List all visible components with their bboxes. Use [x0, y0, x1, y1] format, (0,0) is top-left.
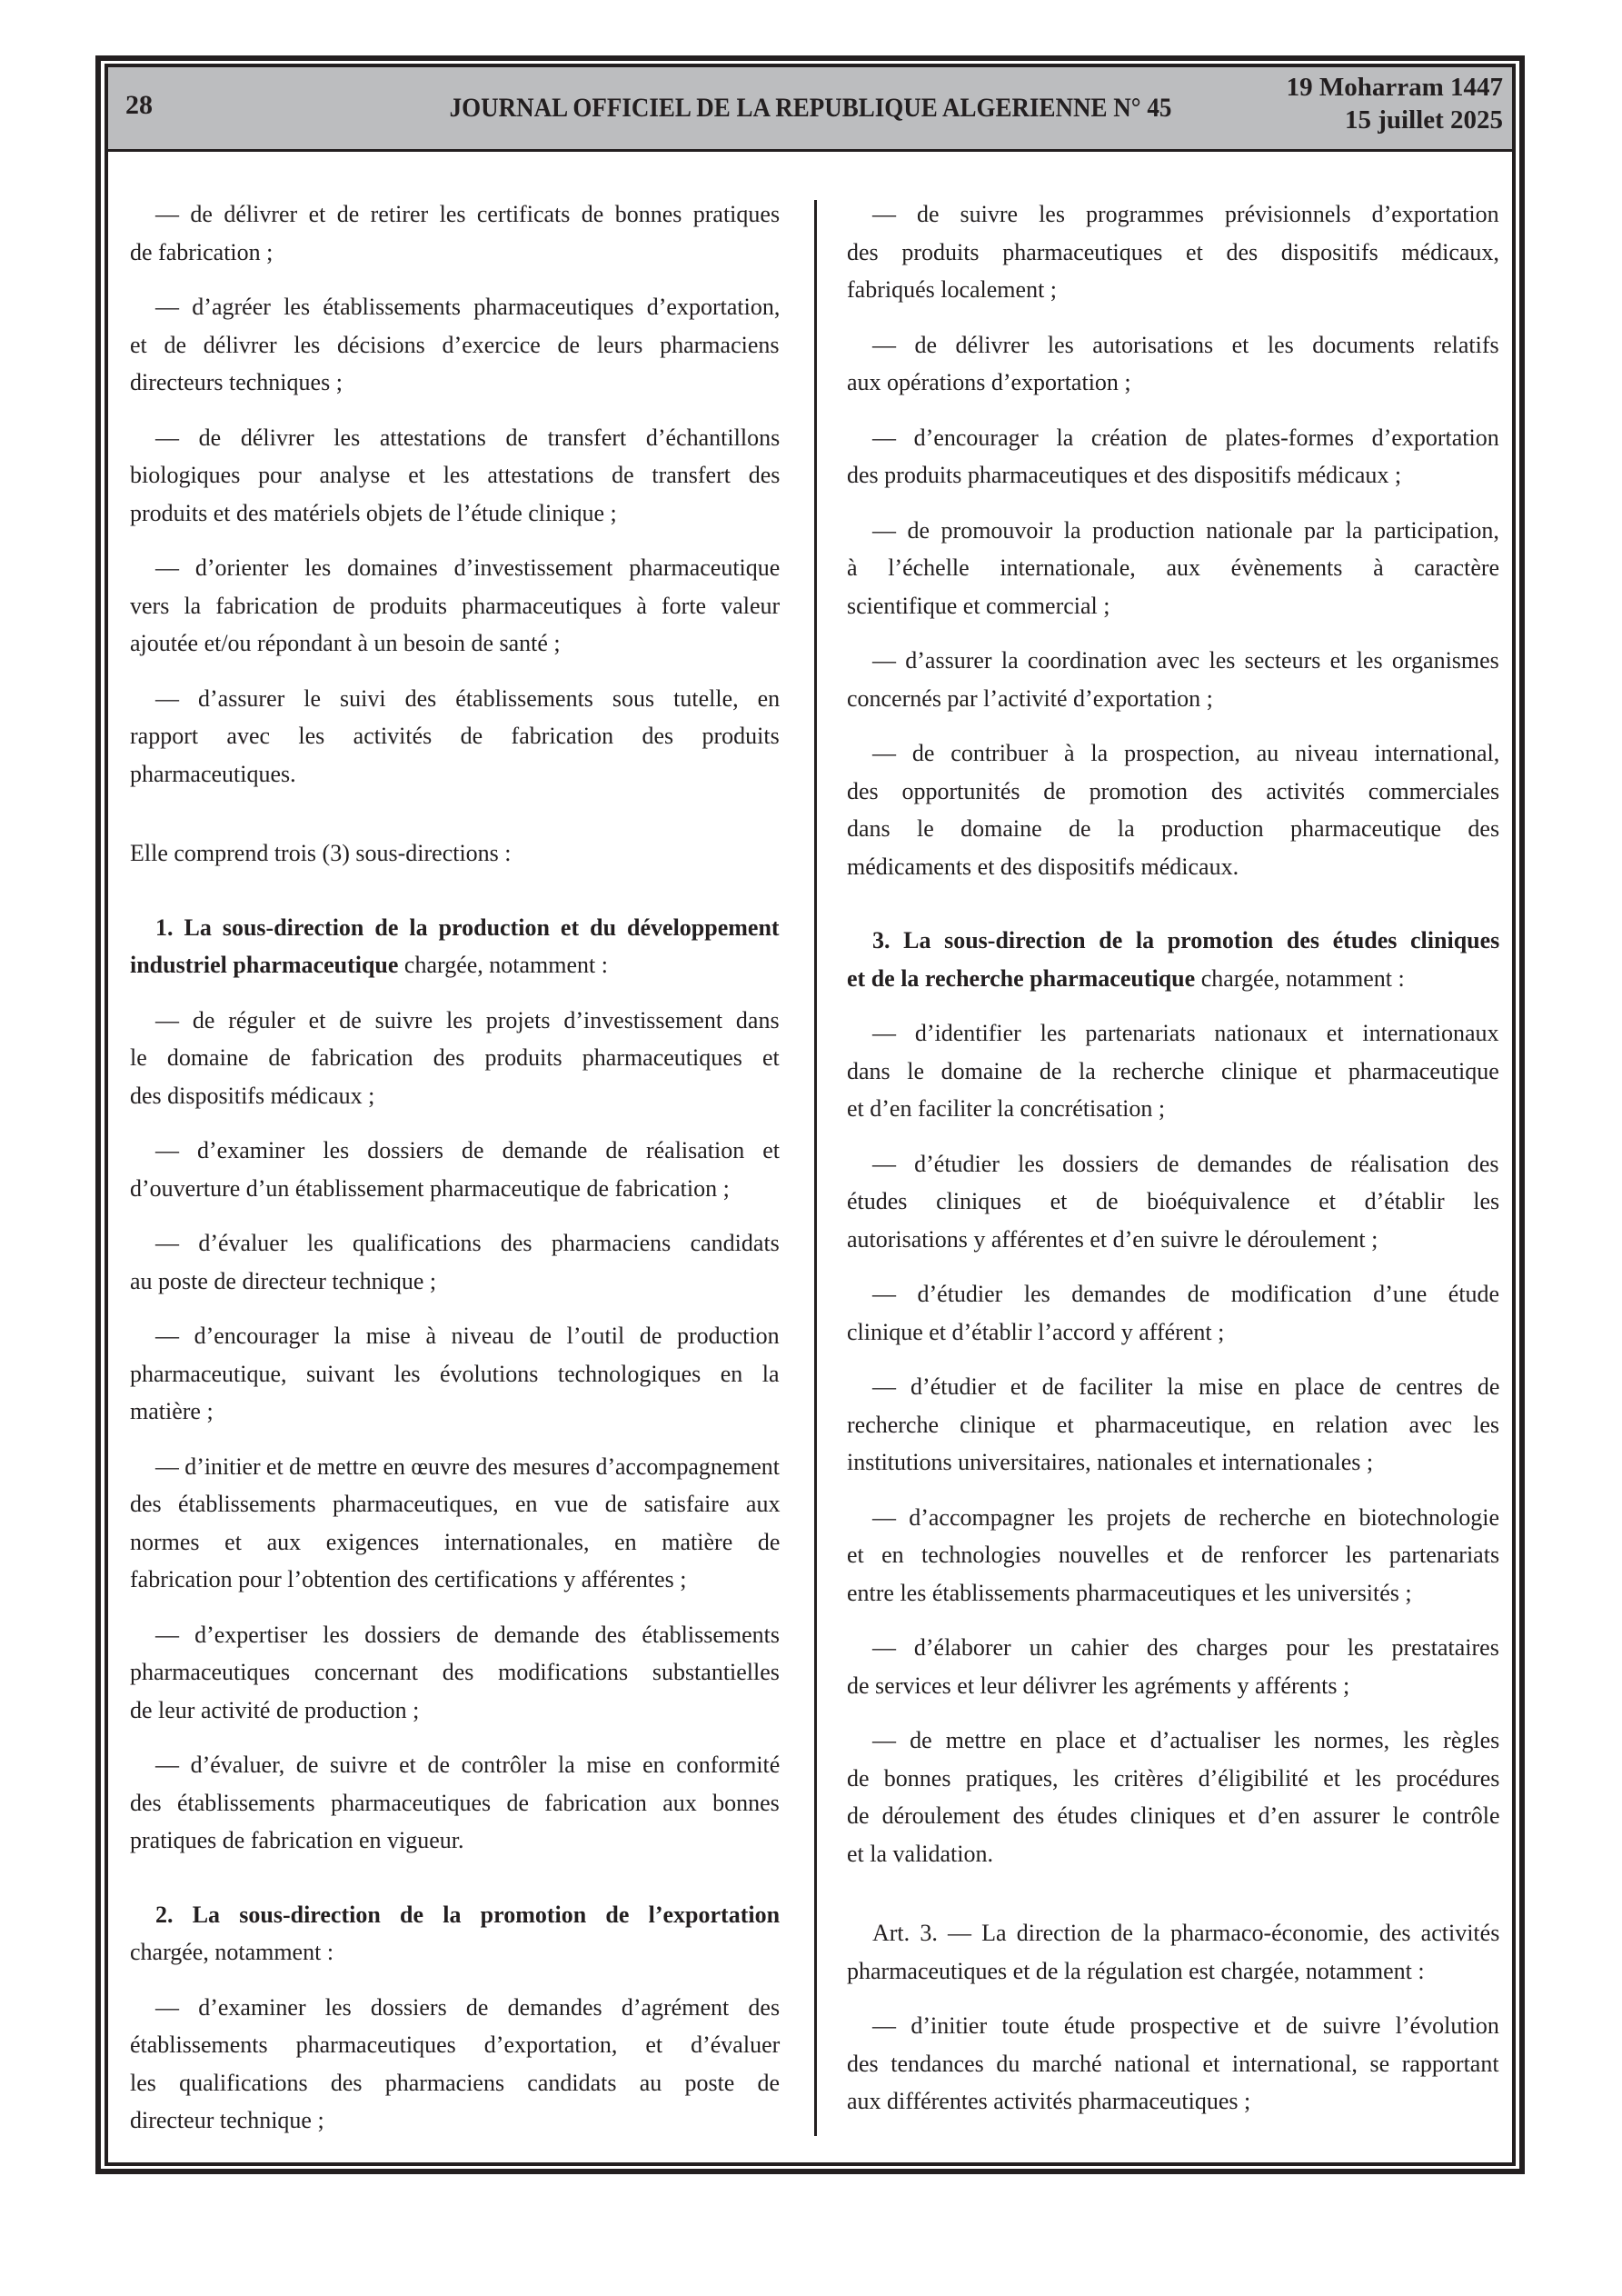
text-line: — d’examiner les dossiers de demande de réalisation et: [155, 1137, 781, 1163]
text-line: établissements pharmaceutiques d’exportation, et d’évaluer: [130, 2031, 781, 2058]
page-number: 28: [125, 90, 153, 120]
text-line: de services et leur délivrer les agréments y afférents ;: [847, 1672, 1350, 1699]
text-line: pharmaceutiques concernant des modifications substantielles: [130, 1659, 780, 1685]
text-line: les qualifications des pharmaciens candidats au poste de: [130, 2069, 781, 2096]
text-line: autorisations y afférentes et d’en suivre le déroulement ;: [847, 1225, 1378, 1253]
journal-title: JOURNAL OFFICIEL DE LA REPUBLIQUE ALGERIENNE N° 45: [449, 93, 1171, 123]
text-run: chargée, notamment :: [130, 1939, 334, 1965]
text-line: et de délivrer les décisions d’exercice de leurs pharmaciens: [130, 331, 780, 358]
text-line: — de réguler et de suivre les projets d’investissement dans: [155, 1006, 780, 1033]
text-line: vers la fabrication de produits pharmaceutiques à forte valeur: [130, 592, 781, 619]
text-line: clinique et d’établir l’accord y afférent ;: [847, 1318, 1225, 1345]
column-divider: [814, 200, 817, 2136]
text-line: des produits pharmaceutiques et des dispositifs médicaux,: [847, 238, 1499, 265]
text-line: [847, 964, 1405, 994]
text-line: — d’expertiser les dossiers de demande des établissements: [155, 1621, 780, 1648]
text-line: dans le domaine de la recherche clinique et pharmaceutique: [847, 1057, 1499, 1084]
text-line: rapport avec les activités de fabrication des produits: [130, 723, 780, 749]
text-line: — de contribuer à la prospection, au niveau international,: [872, 740, 1500, 766]
text-line: scientifique et commercial ;: [847, 592, 1110, 619]
text-line: — d’agréer les établissements pharmaceutiques d’exportation,: [155, 294, 781, 320]
text-line: — d’élaborer un cahier des charges pour les prestataires: [872, 1634, 1499, 1661]
text-line: — d’assurer la coordination avec les secteurs et les organismes: [872, 647, 1499, 674]
text-line: — d’initier toute étude prospective et de suivre l’évolution: [872, 2012, 1499, 2039]
text-line: études cliniques et de bioéquivalence et d’établir les: [847, 1188, 1500, 1214]
text-line: recherche clinique et pharmaceutique, en relation avec les: [847, 1411, 1500, 1438]
text-line: de déroulement des études cliniques et d’en assurer le contrôle: [847, 1802, 1500, 1829]
text-line: le domaine de fabrication des produits pharmaceutiques et: [130, 1044, 780, 1071]
text-line: aux différentes activités pharmaceutiques ;: [847, 2088, 1251, 2114]
text-line: et en technologies nouvelles et de renforcer les partenariats: [847, 1542, 1500, 1568]
text-line: — de délivrer et de retirer les certificats de bonnes pratiques: [155, 201, 781, 227]
text-line: de fabrication ;: [130, 238, 274, 265]
text-line: pharmaceutiques et de la régulation est chargée, notamment :: [847, 1957, 1425, 1984]
text-line: — d’assurer le suivi des établissements sous tutelle, en: [155, 684, 781, 712]
text-line: — d’orienter les domaines d’investissement pharmaceutique: [155, 554, 781, 581]
text-line: [155, 913, 780, 943]
text-line: au poste de directeur technique ;: [130, 1267, 437, 1294]
text-line: médicaments et des dispositifs médicaux.: [847, 853, 1239, 880]
bold-run: 1. La sous-direction de la production et du développement: [155, 913, 780, 941]
text-line: dans le domaine de la production pharmaceutique des: [847, 815, 1500, 842]
text-line: d’ouverture d’un établissement pharmaceutique de fabrication ;: [130, 1174, 730, 1202]
text-run: chargée, notamment :: [398, 952, 608, 978]
text-line: — de délivrer les autorisations et les documents relatifs: [872, 331, 1499, 358]
text-line: — d’encourager la mise à niveau de l’outil de production: [155, 1323, 780, 1349]
text-line: des dispositifs médicaux ;: [130, 1082, 375, 1109]
bold-run: et de la recherche pharmaceutique: [847, 964, 1196, 992]
text-line: [155, 1903, 780, 1931]
text-line: des tendances du marché national et international, se rapportant: [847, 2050, 1499, 2077]
journal-header: [108, 67, 1512, 152]
text-line: [130, 1941, 333, 1968]
text-line: matière ;: [130, 1398, 214, 1424]
text-line: — d’étudier et de faciliter la mise en place de centres de: [872, 1373, 1500, 1400]
text-line: des établissements pharmaceutiques de fabrication aux bonnes: [130, 1789, 780, 1816]
text-line: — d’encourager la création de plates-formes d’exportation: [872, 424, 1499, 451]
text-line: fabrication pour l’obtention des certifications y afférentes ;: [130, 1566, 687, 1592]
text-line: fabriqués localement ;: [847, 276, 1058, 303]
text-line: biologiques pour analyse et les attestations de transfert des: [130, 462, 781, 488]
text-line: institutions universitaires, nationales et internationales ;: [847, 1449, 1374, 1475]
text-line: pharmaceutique, suivant les évolutions technologiques en la: [130, 1360, 780, 1387]
text-line: des établissements pharmaceutiques, en vue de satisfaire aux: [130, 1491, 781, 1517]
text-line: et la validation.: [847, 1840, 994, 1867]
text-line: — d’évaluer, de suivre et de contrôler la mise en conformité: [155, 1752, 781, 1778]
text-line: — d’accompagner les projets de recherche en biotechnologie: [872, 1503, 1499, 1531]
text-line: de leur activité de production ;: [130, 1696, 420, 1723]
text-line: de bonnes pratiques, les critères d’éligibilité et les procédures: [847, 1764, 1500, 1792]
text-line: — d’étudier les demandes de modification d’une étude: [872, 1281, 1500, 1307]
text-line: — de délivrer les attestations de transfert d’échantillons: [155, 424, 781, 451]
text-line: ajoutée et/ou répondant à un besoin de santé ;: [130, 630, 561, 656]
bold-run: industriel pharmaceutique: [130, 952, 399, 978]
text-line: — de promouvoir la production nationale par la participation,: [872, 516, 1499, 544]
text-line: — de mettre en place et d’actualiser les normes, les règles: [872, 1727, 1500, 1753]
text-line: — d’identifier les partenariats nationaux et internationaux: [872, 1020, 1499, 1046]
text-line: et d’en faciliter la concrétisation ;: [847, 1095, 1166, 1122]
text-line: — d’étudier les dossiers de demandes de réalisation des: [872, 1150, 1499, 1177]
bold-run: 3. La sous-direction de la promotion des études cliniques: [872, 927, 1500, 953]
text-line: Elle comprend trois (3) sous-directions :: [130, 840, 512, 866]
text-line: [130, 953, 608, 981]
text-line: des opportunités de promotion des activités commerciales: [847, 777, 1500, 804]
bold-run: 2. La sous-direction de la promotion de l’exportation: [155, 1901, 781, 1928]
text-line: des produits pharmaceutiques et des dispositifs médicaux ;: [847, 462, 1402, 488]
text-line: entre les établissements pharmaceutiques et les universités ;: [847, 1579, 1412, 1606]
date-gregorian: 15 juillet 2025: [1345, 105, 1503, 135]
text-run: chargée, notamment :: [1195, 964, 1405, 992]
text-line: Art. 3. — La direction de la pharmaco-économie, des activités: [872, 1920, 1500, 1946]
text-line: — d’examiner les dossiers de demandes d’agrément des: [155, 1993, 781, 2021]
text-line: [872, 929, 1499, 956]
text-line: — d’évaluer les qualifications des pharmaciens candidats: [155, 1230, 780, 1256]
text-line: aux opérations d’exportation ;: [847, 369, 1131, 395]
text-line: pharmaceutiques.: [130, 760, 296, 787]
text-line: normes et aux exigences internationales, en matière de: [130, 1528, 781, 1555]
text-line: — d’initier et de mettre en œuvre des mesures d’accompagnement: [155, 1452, 780, 1480]
text-line: directeur technique ;: [130, 2107, 324, 2133]
text-line: concernés par l’activité d’exportation ;: [847, 684, 1213, 712]
date-hijri: 19 Moharram 1447: [1286, 73, 1503, 102]
text-line: directeurs techniques ;: [130, 369, 343, 395]
text-line: à l’échelle internationale, aux évènements à caractère: [847, 554, 1500, 581]
text-line: pratiques de fabrication en vigueur.: [130, 1827, 464, 1853]
text-line: produits et des matériels objets de l’étude clinique ;: [130, 499, 617, 526]
text-line: — de suivre les programmes prévisionnels d’exportation: [872, 201, 1499, 227]
